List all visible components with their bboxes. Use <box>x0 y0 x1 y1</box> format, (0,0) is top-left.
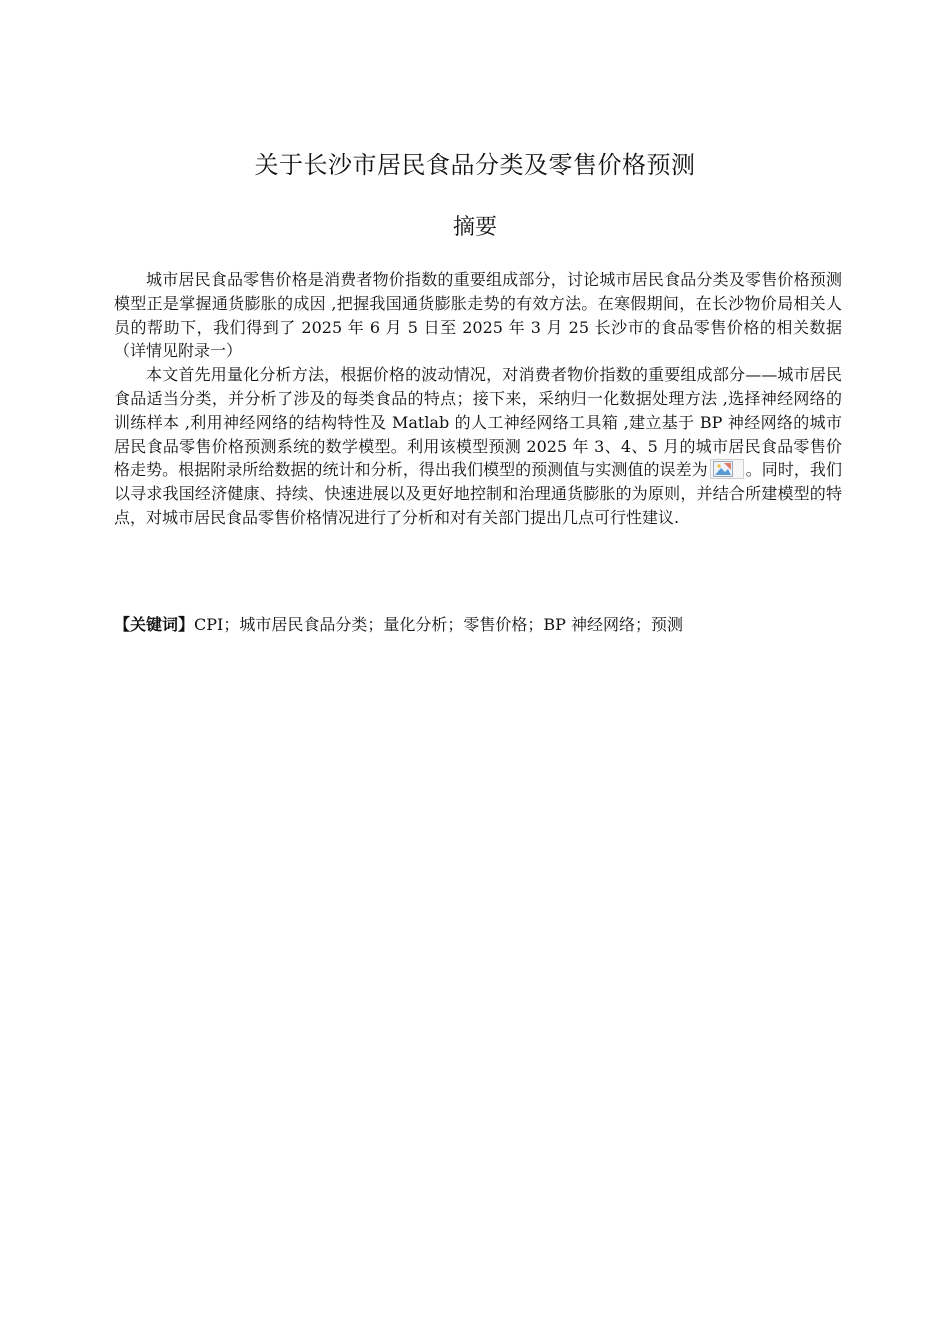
paragraph-2-text-before: 本文首先用量化分析方法，根据价格的波动情况，对消费者物价指数的重要组成部分——城市居民食品适当分类，并分析了涉及的每类食品的特点；接下来，采纳归一化数据处理方法 ,选择神经网络的训练样本 ,利用神经网络的结构特性及 Matlab 的人工神经网络工具箱 ,建立基于 BP 神经网络的城市居民食品零售价格预测系统的数学模型。利用该模型预测 2025 年 3、4、5 月的城市居民食品零售价格走势。根据附录所给数据的统计和分析，得出我们模型的预测值与实测值的误差为 <box>114 365 842 480</box>
broken-image-icon <box>710 459 744 479</box>
keywords-label: 【关键词】 <box>114 615 195 634</box>
keywords-line <box>114 613 842 637</box>
abstract-heading: 摘要 <box>452 215 497 240</box>
abstract-paragraph-2 <box>114 363 842 530</box>
abstract-body <box>114 268 842 530</box>
document-title: 关于长沙市居民食品分类及零售价格预测 <box>254 151 696 179</box>
keywords-text: CPI；城市居民食品分类；量化分析；零售价格；BP 神经网络；预测 <box>194 615 683 634</box>
paragraph-2-text-after: 。同时，我们以寻求我国经济健康、持续、快速进展以及更好地控制和治理通货膨胀的为原则，并结合所建模型的特点，对城市居民食品零售价格情况进行了分析和对有关部门提出几点可行性建议. <box>114 460 842 527</box>
abstract-paragraph-1: 城市居民食品零售价格是消费者物价指数的重要组成部分，讨论城市居民食品分类及零售价格预测模型正是掌握通货膨胀的成因 ,把握我国通货膨胀走势的有效方法。在寒假期间，在长沙物价局相关人员的帮助下，我们得到了 2025 年 6 月 5 日至 2025 年 3 月 25 长沙市的食品零售价格的相关数据（详情见附录一） <box>114 270 842 361</box>
